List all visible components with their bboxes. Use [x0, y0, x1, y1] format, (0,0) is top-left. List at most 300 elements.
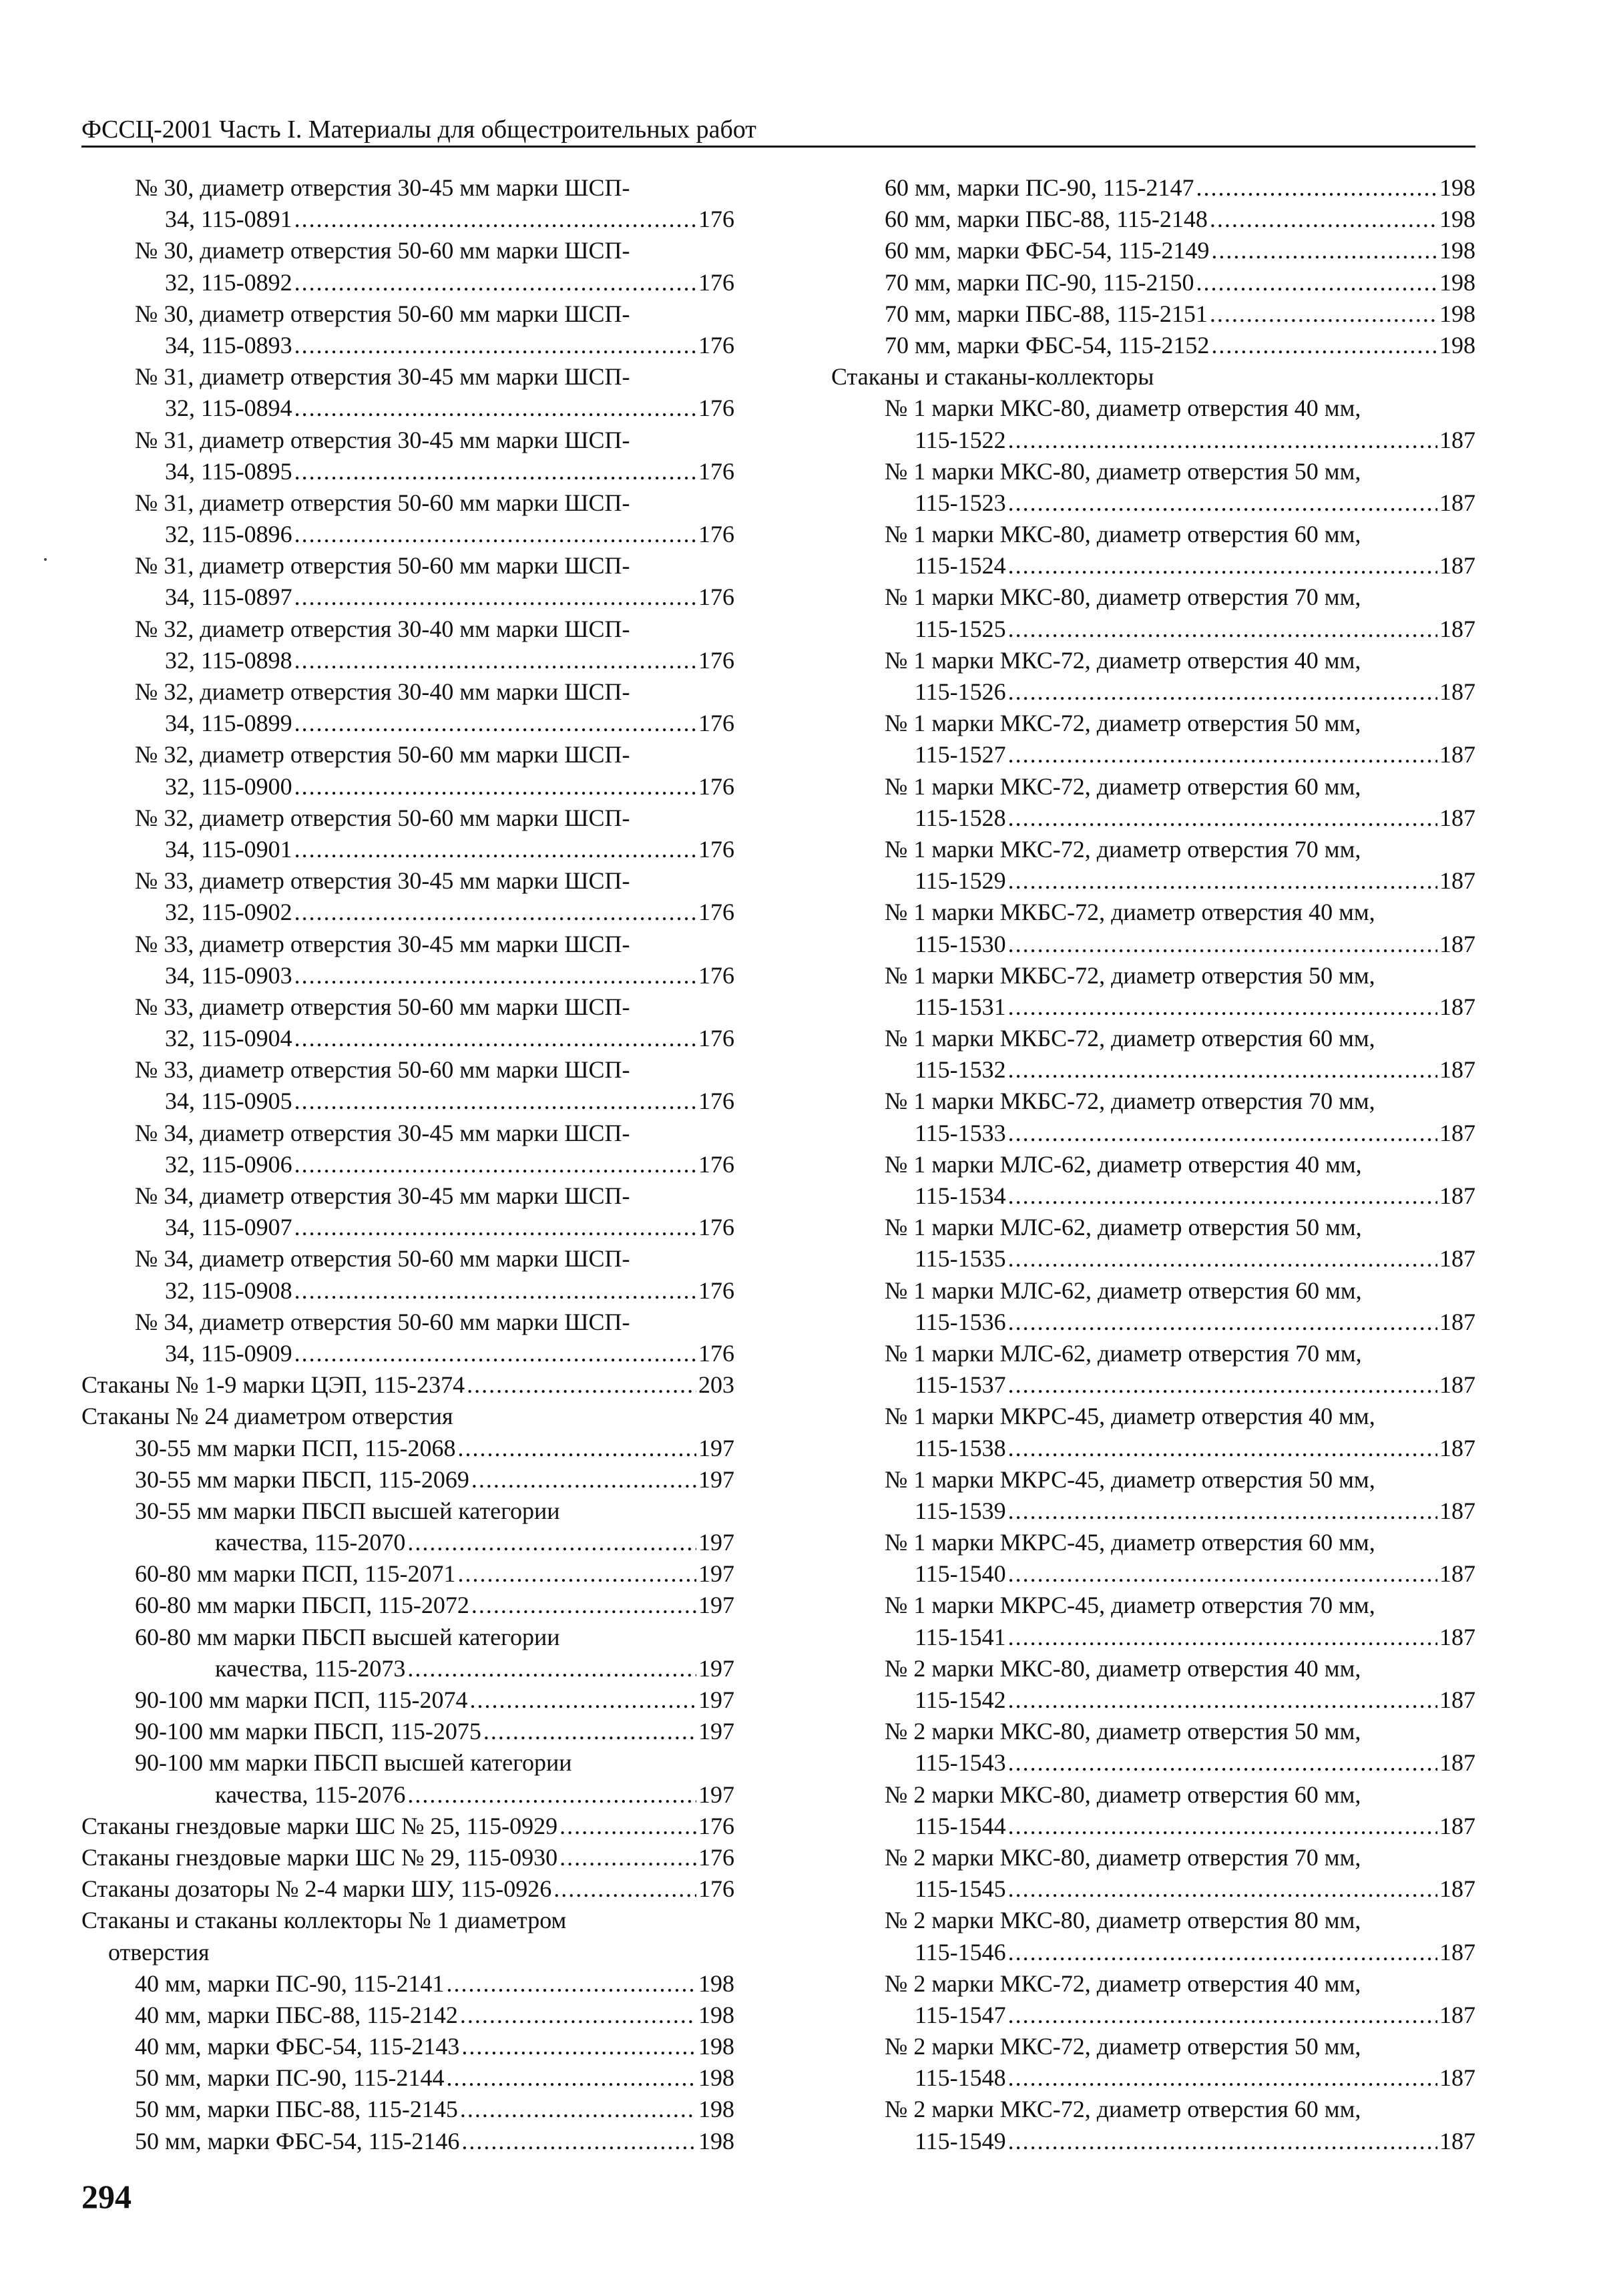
- index-entry-page: 176: [698, 1812, 734, 1839]
- dot-leader: [1008, 2126, 1437, 2157]
- index-entry-page: 176: [698, 331, 734, 359]
- index-entry: [81, 1307, 734, 1338]
- index-entry: [831, 1401, 1475, 1432]
- index-entry: [831, 1464, 1475, 1496]
- index-column-left: [81, 172, 734, 2157]
- dot-leader: [471, 1464, 696, 1496]
- index-entry: [831, 582, 1475, 613]
- index-entry-text: 115-1525: [915, 615, 1006, 642]
- dot-leader: [1008, 1433, 1437, 1464]
- index-entry-text: 40 мм, марки ПС-90, 115-2141: [135, 1970, 445, 1997]
- index-entry: [81, 298, 734, 330]
- index-entry-text: 34, 115-0907: [165, 1214, 292, 1241]
- dot-leader: [294, 1149, 696, 1180]
- index-entry-text: 115-1545: [915, 1875, 1006, 1903]
- index-entry-text: 115-1539: [915, 1497, 1006, 1524]
- index-entry-text: Стаканы гнездовые марки ШС № 29, 115-0930: [81, 1843, 558, 1871]
- index-entry-page: 198: [1439, 174, 1475, 201]
- index-entry: [81, 960, 734, 991]
- index-entry-text: 115-1546: [915, 1938, 1006, 1966]
- dot-leader: [294, 267, 696, 298]
- index-entry-text: № 1 марки МКРС-45, диаметр отверстия 70 мм,: [885, 1592, 1375, 1619]
- index-entry: [81, 1779, 734, 1811]
- index-entry-text: 32, 115-0892: [165, 268, 292, 296]
- index-entry-text: 34, 115-0899: [165, 710, 292, 737]
- dot-leader: [1008, 802, 1437, 834]
- index-entry: [81, 1149, 734, 1180]
- index-entry: [831, 1622, 1475, 1653]
- index-entry-page: 198: [1439, 300, 1475, 327]
- dot-leader: [1008, 865, 1437, 897]
- dot-leader: [1211, 330, 1437, 361]
- dot-leader: [1008, 1811, 1437, 1842]
- index-entry: [831, 1307, 1475, 1338]
- index-entry-page: 187: [1439, 1560, 1475, 1588]
- index-entry-text: 60 мм, марки ПС-90, 115-2147: [885, 174, 1194, 201]
- index-entry-text: 50 мм, марки ФБС-54, 115-2146: [135, 2127, 460, 2154]
- index-entry: [81, 487, 734, 519]
- index-entry-text: № 2 марки МКС-72, диаметр отверстия 60 мм,: [885, 2096, 1361, 2123]
- dot-leader: [294, 456, 696, 487]
- index-entry: [81, 1811, 734, 1842]
- index-entry-page: 176: [698, 1214, 734, 1241]
- index-entry-text: № 2 марки МКС-80, диаметр отверстия 70 мм,: [885, 1843, 1361, 1871]
- index-entry-text: № 1 марки МЛС-62, диаметр отверстия 70 мм,: [885, 1339, 1362, 1367]
- index-entry-page: 176: [698, 899, 734, 926]
- dot-leader: [1008, 1180, 1437, 1212]
- dot-leader: [294, 708, 696, 739]
- dot-leader: [1008, 1558, 1437, 1590]
- index-entry-text: 32, 115-0898: [165, 646, 292, 674]
- dot-leader: [461, 2126, 696, 2157]
- index-entry-text: 115-1541: [915, 1623, 1006, 1650]
- index-entry: [831, 1842, 1475, 1873]
- dot-leader: [457, 1558, 696, 1590]
- index-entry: [831, 614, 1475, 645]
- index-entry: [81, 267, 734, 298]
- dot-leader: [294, 645, 696, 676]
- index-entry-page: 198: [698, 1970, 734, 1997]
- index-entry: [81, 1180, 734, 1212]
- dot-leader: [460, 2000, 696, 2031]
- index-entry-text: № 2 марки МКС-80, диаметр отверстия 60 мм,: [885, 1781, 1361, 1808]
- dot-leader: [294, 897, 696, 928]
- index-entry-page: 197: [698, 1434, 734, 1461]
- index-entry-text: № 1 марки МКС-72, диаметр отверстия 40 мм,: [885, 646, 1361, 674]
- index-entry-text: № 1 марки МКБС-72, диаметр отверстия 70 мм,: [885, 1088, 1375, 1115]
- dot-leader: [1008, 614, 1437, 645]
- index-entry-text: № 1 марки МКС-80, диаметр отверстия 70 мм,: [885, 584, 1361, 611]
- index-entry: [81, 739, 734, 770]
- index-entry: [831, 834, 1475, 865]
- index-entry: [81, 2000, 734, 2031]
- index-entry: [831, 1433, 1475, 1464]
- index-entry: [831, 2126, 1475, 2157]
- index-entry-page: 203: [698, 1371, 734, 1399]
- index-entry: [831, 1937, 1475, 1968]
- index-entry-text: 115-1536: [915, 1308, 1006, 1335]
- index-entry: [81, 1086, 734, 1117]
- index-entry-page: 187: [1439, 2064, 1475, 2092]
- index-entry-text: 50 мм, марки ПБС-88, 115-2145: [135, 2096, 458, 2123]
- index-entry-text: № 1 марки МКБС-72, диаметр отверстия 60 мм,: [885, 1025, 1375, 1052]
- index-entry-page: 176: [698, 1088, 734, 1115]
- index-entry-page: 198: [698, 2096, 734, 2123]
- dot-leader: [1008, 487, 1437, 519]
- index-entry: [831, 1180, 1475, 1212]
- index-entry: [831, 425, 1475, 456]
- index-entry-text: № 34, диаметр отверстия 30-45 мм марки ШСП-: [135, 1182, 630, 1209]
- index-entry: [81, 235, 734, 266]
- index-entry: [81, 2094, 734, 2125]
- index-entry-page: 187: [1439, 552, 1475, 580]
- index-entry: [81, 1243, 734, 1275]
- index-entry: [831, 865, 1475, 897]
- index-entry-page: 197: [698, 1592, 734, 1619]
- index-entry: [831, 929, 1475, 960]
- index-entry: [831, 2000, 1475, 2031]
- index-entry: [81, 330, 734, 361]
- index-entry-page: 187: [1439, 867, 1475, 895]
- dot-leader: [1008, 676, 1437, 708]
- index-entry-text: № 33, диаметр отверстия 50-60 мм марки ШСП-: [135, 993, 630, 1020]
- index-entry-text: 115-1533: [915, 1119, 1006, 1146]
- index-entry: [831, 1243, 1475, 1275]
- index-entry-text: № 1 марки МКС-72, диаметр отверстия 50 мм,: [885, 710, 1361, 737]
- dot-leader: [446, 2062, 696, 2094]
- index-entry: [81, 550, 734, 582]
- index-entry-text: № 1 марки МКС-72, диаметр отверстия 60 мм,: [885, 772, 1361, 800]
- index-entry-text: № 32, диаметр отверстия 30-40 мм марки ШСП-: [135, 615, 630, 642]
- index-entry-text: 30-55 мм марки ПСП, 115-2068: [135, 1434, 456, 1461]
- page-number: 294: [81, 2178, 132, 2215]
- index-entry-text: № 2 марки МКС-80, диаметр отверстия 40 мм,: [885, 1654, 1361, 1682]
- index-entry: [831, 2031, 1475, 2062]
- dot-leader: [471, 1590, 696, 1621]
- index-entry-text: № 31, диаметр отверстия 50-60 мм марки ШСП-: [135, 552, 630, 580]
- index-entry-page: 176: [698, 1025, 734, 1052]
- index-entry-text: 34, 115-0891: [165, 206, 292, 233]
- index-entry: [81, 1527, 734, 1558]
- index-entry-page: 176: [698, 1277, 734, 1304]
- index-entry-text: № 30, диаметр отверстия 50-60 мм марки ШСП-: [135, 237, 630, 264]
- index-entry-page: 187: [1439, 1812, 1475, 1839]
- index-entry-text: 115-1527: [915, 741, 1006, 768]
- dot-leader: [553, 1873, 696, 1905]
- index-entry-text: качества, 115-2070: [215, 1529, 406, 1556]
- index-entry-text: Стаканы дозаторы № 2-4 марки ШУ, 115-0926: [81, 1875, 552, 1903]
- index-entry-page: 176: [698, 584, 734, 611]
- index-entry: [81, 708, 734, 739]
- dot-leader: [1008, 2000, 1437, 2031]
- index-entry-text: 34, 115-0897: [165, 584, 292, 611]
- index-entry-text: 115-1530: [915, 930, 1006, 957]
- index-entry-page: 198: [1439, 237, 1475, 264]
- index-entry-text: № 1 марки МКБС-72, диаметр отверстия 50 мм,: [885, 961, 1375, 989]
- index-entry-text: № 30, диаметр отверстия 50-60 мм марки ШСП-: [135, 300, 630, 327]
- index-entry-page: 197: [698, 1529, 734, 1556]
- index-entry: [831, 1338, 1475, 1369]
- dot-leader: [559, 1842, 696, 1873]
- index-entry-page: 187: [1439, 1056, 1475, 1084]
- index-entry: [81, 1622, 734, 1653]
- index-entry: [81, 456, 734, 487]
- index-entry: [81, 1558, 734, 1590]
- dot-leader: [294, 1023, 696, 1054]
- dot-leader: [1196, 172, 1437, 204]
- dot-leader: [1008, 1054, 1437, 1086]
- index-entry: [831, 393, 1475, 424]
- index-entry: [831, 1811, 1475, 1842]
- index-entry: [81, 991, 734, 1023]
- index-entry-page: 198: [698, 2064, 734, 2092]
- index-entry: [81, 1401, 734, 1432]
- index-entry: [81, 1369, 734, 1401]
- index-entry-page: 187: [1439, 2127, 1475, 2154]
- index-column-right: [831, 172, 1475, 2157]
- index-entry: [81, 1433, 734, 1464]
- index-entry: [81, 834, 734, 865]
- index-entry: [831, 1873, 1475, 1905]
- index-entry-text: 32, 115-0906: [165, 1150, 292, 1178]
- index-entry: [831, 991, 1475, 1023]
- index-entry: [81, 204, 734, 235]
- index-entry-text: 60 мм, марки ФБС-54, 115-2149: [885, 237, 1210, 264]
- index-entry-text: 34, 115-0893: [165, 331, 292, 359]
- index-entry: [81, 361, 734, 393]
- index-entry: [81, 425, 734, 456]
- index-entry-page: 176: [698, 835, 734, 863]
- dot-leader: [559, 1811, 696, 1842]
- index-entry: [831, 1118, 1475, 1149]
- scan-speck: [44, 558, 47, 561]
- index-entry-page: 187: [1439, 1308, 1475, 1335]
- index-entry-page: 176: [698, 268, 734, 296]
- dot-leader: [294, 771, 696, 802]
- index-entry-page: 176: [698, 457, 734, 485]
- dot-leader: [1008, 739, 1437, 770]
- index-entry-page: 198: [1439, 206, 1475, 233]
- index-entry: [831, 960, 1475, 991]
- dot-leader: [469, 1684, 696, 1716]
- index-entry: [81, 771, 734, 802]
- index-entry-text: № 1 марки МКС-80, диаметр отверстия 60 мм,: [885, 521, 1361, 548]
- index-entry: [81, 802, 734, 834]
- index-entry-text: № 31, диаметр отверстия 50-60 мм марки ШСП-: [135, 489, 630, 516]
- dot-leader: [294, 582, 696, 613]
- index-entry-text: отверстия: [108, 1938, 210, 1966]
- index-entry-page: 176: [698, 772, 734, 800]
- dot-leader: [1008, 550, 1437, 582]
- dot-leader: [407, 1527, 696, 1558]
- index-entry: [831, 739, 1475, 770]
- index-entry-page: 187: [1439, 2001, 1475, 2028]
- dot-leader: [294, 834, 696, 865]
- index-entry: [831, 802, 1475, 834]
- index-entry-text: 40 мм, марки ПБС-88, 115-2142: [135, 2001, 458, 2028]
- index-entry: [81, 1873, 734, 1905]
- index-entry-page: 176: [698, 1843, 734, 1871]
- index-entry: [81, 2031, 734, 2062]
- index-entry-text: № 1 марки МКРС-45, диаметр отверстия 50 мм,: [885, 1465, 1375, 1493]
- index-entry: [81, 1212, 734, 1243]
- index-entry: [81, 1464, 734, 1496]
- dot-leader: [1008, 1873, 1437, 1905]
- index-entry-text: 115-1537: [915, 1371, 1006, 1399]
- index-entry-page: 187: [1439, 1119, 1475, 1146]
- index-entry: [81, 172, 734, 204]
- index-entry: [831, 2094, 1475, 2125]
- index-entry-text: № 1 марки МКС-80, диаметр отверстия 50 мм,: [885, 457, 1361, 485]
- index-entry-page: 187: [1439, 1245, 1475, 1273]
- index-entry-page: 198: [1439, 331, 1475, 359]
- index-entry: [831, 1684, 1475, 1716]
- dot-leader: [407, 1653, 696, 1684]
- index-entry-text: 90-100 мм марки ПБСП, 115-2075: [135, 1718, 481, 1745]
- dot-leader: [1211, 235, 1437, 266]
- index-entry-page: 198: [698, 2001, 734, 2028]
- index-entry-text: 115-1524: [915, 552, 1006, 580]
- index-entry-text: 32, 115-0904: [165, 1025, 292, 1052]
- index-entry-text: Стаканы № 1-9 марки ЦЭП, 115-2374: [81, 1371, 465, 1399]
- index-entry-text: № 2 марки МКС-72, диаметр отверстия 40 мм,: [885, 1970, 1361, 1997]
- index-entry-page: 187: [1439, 678, 1475, 705]
- index-entry-text: 60-80 мм марки ПБСП высшей категории: [135, 1623, 560, 1650]
- index-entry-page: 187: [1439, 1371, 1475, 1399]
- dot-leader: [294, 330, 696, 361]
- index-entry-page: 187: [1439, 1875, 1475, 1903]
- index-entry: [831, 1905, 1475, 1936]
- dot-leader: [1210, 298, 1437, 330]
- index-entry-text: № 30, диаметр отверстия 30-45 мм марки ШСП-: [135, 174, 630, 201]
- dot-leader: [1008, 991, 1437, 1023]
- index-entry: [831, 361, 1475, 393]
- dot-leader: [294, 393, 696, 424]
- index-entry-text: 30-55 мм марки ПБСП, 115-2069: [135, 1465, 469, 1493]
- index-entry-page: 187: [1439, 1686, 1475, 1713]
- index-entry-text: 115-1528: [915, 804, 1006, 831]
- dot-leader: [294, 1212, 696, 1243]
- index-entry-page: 198: [1439, 268, 1475, 296]
- index-entry: [831, 771, 1475, 802]
- index-entry-text: 115-1542: [915, 1686, 1006, 1713]
- index-entry-text: 70 мм, марки ФБС-54, 115-2152: [885, 331, 1210, 359]
- index-entry-text: 34, 115-0905: [165, 1088, 292, 1115]
- index-entry: [831, 1275, 1475, 1307]
- index-entry-page: 187: [1439, 615, 1475, 642]
- index-entry-text: 115-1531: [915, 993, 1006, 1020]
- index-entry-page: 187: [1439, 489, 1475, 516]
- index-entry-text: № 1 марки МКРС-45, диаметр отверстия 40 мм,: [885, 1403, 1375, 1430]
- index-entry-text: 115-1538: [915, 1434, 1006, 1461]
- index-entry-text: № 32, диаметр отверстия 30-40 мм марки ШСП-: [135, 678, 630, 705]
- index-entry: [831, 330, 1475, 361]
- index-entry: [81, 865, 734, 897]
- index-entry-text: качества, 115-2073: [215, 1654, 406, 1682]
- index-entry-text: № 32, диаметр отверстия 50-60 мм марки ШСП-: [135, 741, 630, 768]
- index-entry-page: 176: [698, 206, 734, 233]
- index-entry-page: 197: [698, 1465, 734, 1493]
- index-entry-page: 198: [698, 2127, 734, 2154]
- index-entry: [831, 487, 1475, 519]
- index-entry: [81, 1842, 734, 1873]
- index-entry-text: № 34, диаметр отверстия 50-60 мм марки ШСП-: [135, 1308, 630, 1335]
- index-entry-text: 32, 115-0894: [165, 395, 292, 422]
- index-entry: [831, 1716, 1475, 1747]
- index-entry-text: 115-1540: [915, 1560, 1006, 1588]
- dot-leader: [483, 1716, 696, 1747]
- index-entry: [81, 645, 734, 676]
- dot-leader: [294, 519, 696, 550]
- index-entry-text: № 34, диаметр отверстия 30-45 мм марки ШСП-: [135, 1119, 630, 1146]
- index-entry: [81, 1496, 734, 1527]
- index-entry: [831, 1527, 1475, 1558]
- index-entry-page: 197: [698, 1560, 734, 1588]
- index-entry: [81, 2126, 734, 2157]
- index-entry: [831, 645, 1475, 676]
- index-entry-text: № 34, диаметр отверстия 50-60 мм марки ШСП-: [135, 1245, 630, 1273]
- index-entry-text: 115-1535: [915, 1245, 1006, 1273]
- index-entry-text: 115-1548: [915, 2064, 1006, 2092]
- index-entry-page: 187: [1439, 1938, 1475, 1966]
- index-entry: [81, 2062, 734, 2094]
- index-entry-text: 40 мм, марки ФБС-54, 115-2143: [135, 2033, 460, 2060]
- index-entry: [81, 1716, 734, 1747]
- index-entry-text: 34, 115-0909: [165, 1339, 292, 1367]
- index-entry-text: 70 мм, марки ПС-90, 115-2150: [885, 268, 1194, 296]
- index-entry-text: 34, 115-0895: [165, 457, 292, 485]
- dot-leader: [294, 1086, 696, 1117]
- index-entry-text: № 33, диаметр отверстия 30-45 мм марки ШСП-: [135, 867, 630, 895]
- dot-leader: [1008, 1307, 1437, 1338]
- index-entry: [831, 1054, 1475, 1086]
- index-entry: [81, 582, 734, 613]
- index-entry-page: 187: [1439, 930, 1475, 957]
- index-entry: [81, 1937, 734, 1968]
- index-entry-page: 176: [698, 646, 734, 674]
- index-entry: [831, 676, 1475, 708]
- index-entry-text: № 1 марки МЛС-62, диаметр отверстия 40 мм,: [885, 1150, 1362, 1178]
- index-entry: [81, 614, 734, 645]
- index-entry-text: № 1 марки МКС-80, диаметр отверстия 40 мм,: [885, 395, 1361, 422]
- index-entry-text: 115-1522: [915, 426, 1006, 453]
- index-entry: [831, 267, 1475, 298]
- index-entry: [831, 172, 1475, 204]
- index-entry-text: № 32, диаметр отверстия 50-60 мм марки ШСП-: [135, 804, 630, 831]
- index-entry-text: № 2 марки МКС-80, диаметр отверстия 50 мм,: [885, 1718, 1361, 1745]
- dot-leader: [294, 1338, 696, 1369]
- index-entry-text: 50 мм, марки ПС-90, 115-2144: [135, 2064, 445, 2092]
- index-entry-page: 187: [1439, 993, 1475, 1020]
- index-entry-page: 197: [698, 1686, 734, 1713]
- index-entry: [81, 1905, 734, 1936]
- index-entry: [831, 1779, 1475, 1811]
- index-entry-text: 115-1523: [915, 489, 1006, 516]
- index-entry-text: 32, 115-0900: [165, 772, 292, 800]
- dot-leader: [1008, 1118, 1437, 1149]
- dot-leader: [407, 1779, 696, 1811]
- index-entry-text: № 2 марки МКС-72, диаметр отверстия 50 мм,: [885, 2033, 1361, 2060]
- index-entry: [831, 2062, 1475, 2094]
- index-entry: [831, 1369, 1475, 1401]
- index-entry-text: 115-1532: [915, 1056, 1006, 1084]
- index-entry-page: 176: [698, 1875, 734, 1903]
- index-entry: [831, 897, 1475, 928]
- index-entry-text: 30-55 мм марки ПБСП высшей категории: [135, 1497, 560, 1524]
- index-entry-text: 32, 115-0908: [165, 1277, 292, 1304]
- index-entry: [81, 393, 734, 424]
- dot-leader: [1008, 1684, 1437, 1716]
